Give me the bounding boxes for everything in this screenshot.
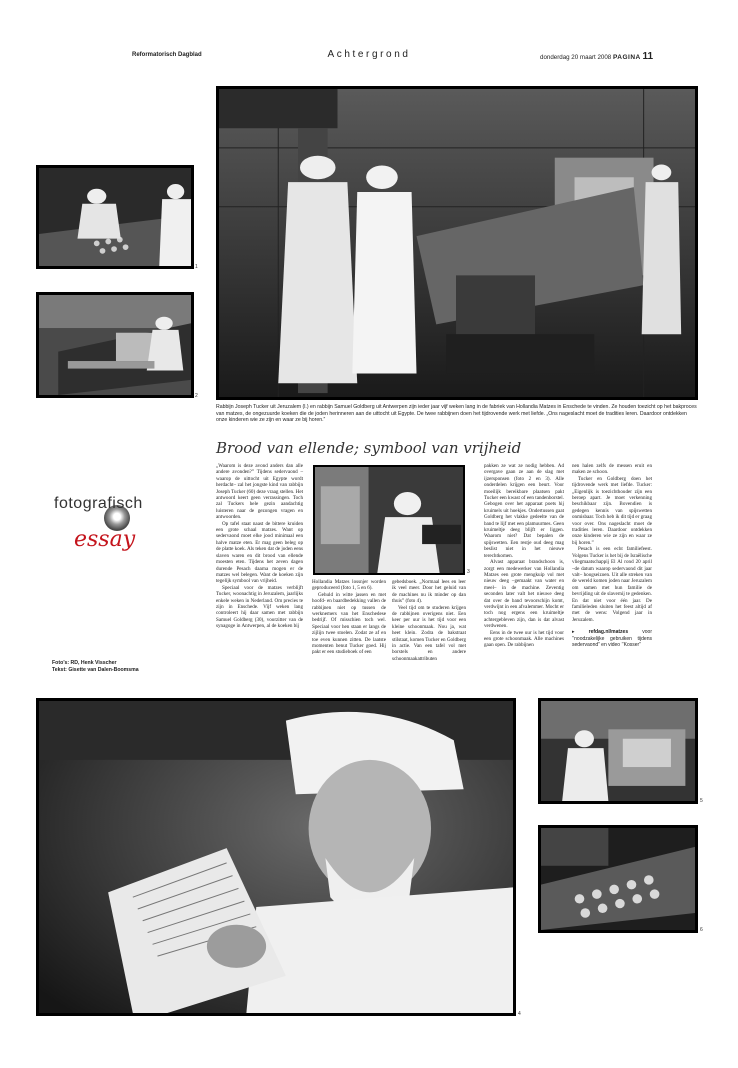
newspaper-name: Reformatorisch Dagblad <box>132 52 202 58</box>
paragraph: Veel tijd om te studeren krijgen de rabbijnen overigens niet. Een keer per uur is het tijd voor een kleine schoonmaak. Nou ja, wat heet klein. Zodra de bakstraat stilstaat, komen Tucker en Goldberg in actie. Van een tafel vol met borstels en andere schoonmaakattributen <box>392 604 466 662</box>
paragraph: Hollandia Matzes lossnjer worden geproduceerd (foto 1, 5 en 6). <box>312 579 386 592</box>
page-label: PAGINA <box>612 54 641 61</box>
paragraph: Pesach is een echt familiefeest. Volgens Tucker is het bij de Israëlische vliegmaatschappij El Al rond 20 april –de datum waarop sedervaond dit jaar valt– hoogseizoen. Uit alle streken van de wereld komen joden naar Jeruzalem om samen met hun familie de bevrijding uit de slavernij te gedenken. En dat niet voor één jaar. De familieleden sluiten het feest altijd af met de wens: Volgend jaar in Jeruzalem. <box>572 546 652 623</box>
article-column-4 <box>484 463 564 649</box>
article-column-3 <box>392 579 466 662</box>
text-credit: Tekst: Gisette van Dalen-Boomsma <box>52 666 139 673</box>
article-column-1 <box>216 463 303 630</box>
main-photo-rabbis <box>216 86 698 400</box>
web-reference <box>572 629 652 648</box>
article-column-2 <box>312 579 386 656</box>
logo-top-text: fotografisch <box>54 495 143 512</box>
paragraph: Alvast apparaat brandschoon is, zorgt een medewerker van Hollandia Matzes een grote mengkuip vol met nieuw deeg –gemaakt van water en meel– in de machine. Zeventig seconden later valt het nieuwe deeg dat over de band tevoorschijn komt, verdwijnt in een afvalemmer. Mocht er toch nog ergens een kruimeltje achtergebleven zijn, dan is dat alvast verdwenen. <box>484 559 564 630</box>
photo-number-5: 5 <box>700 798 703 804</box>
paragraph: nen halen zelfs de messen eruit en maken ze schoon. <box>572 463 652 476</box>
paragraph: Op tafel staat naast de bittere kruiden een grote schaal matzes. Want op sedervaond moet elke jood minimaal een halve matze eten. Er mag geen beleg op de platte koek. Als teken dat de joden eens slaven waren en dit brood van ellende moesten eten. Tijdens het zeven dagen durende Pesach daarna mogen er de matzes wel belegen. Want de koeken zijn tegelijk symbool van vrijheid. <box>216 520 303 585</box>
date: donderdag 20 maart 2008 <box>540 54 612 61</box>
paragraph: Tucker en Goldberg doen het tijdrovende werk met liefde. Tucker: „Eigenlijk is toezichthouder zijn een beroep apart. Je moet verkenning beschikbaar zijn. Bovendien is gedegen kennis van spijswetten onmisbaar. Toch heb ik dit tijd er graag voor over. Ons nageslacht moet de tradities leren. Daardoor ontdekken onze kinderen wie ze zijn en waar ze bij horen.” <box>572 475 652 546</box>
photo-number-4: 4 <box>518 1011 521 1017</box>
section-title: Achtergrond <box>327 49 411 60</box>
photo-5-rabbi-at-oven <box>538 698 698 804</box>
reference-link[interactable]: refdag.nl/matzes <box>588 629 629 636</box>
paragraph: pakken ze wat ze nodig hebben. Ad overgave gaan ze aan de slag met ijzersponsen (foto 2 en 3). Alle onderdelen krijgen een beurt. Voor moeilijk bereikbare plaatsen pakt Tucker een kwast of een tandenborstel. Gebogen over het apparaat poets hij kruimels uit hoekjes. Ondertussen gaat Goldberg het vlakke gedeelte van de band te lijf met een plamuurmes. Geen kruimeltje deeg blijft er liggen. Waarom niet? Dat bepalen de spijswetten. Een restje oud deeg mag beslist niet in het nieuwe terechtkomen. <box>484 463 564 559</box>
logo-bottom-text: essay <box>74 527 136 552</box>
photo-credit: Foto’s: RD, Henk Visscher <box>52 660 117 666</box>
fotografisch-essay-logo <box>44 495 184 565</box>
reference-text: voor ’’noodzakelijke gebruiken tijdens sedervaond” en video ’’Kosser” <box>572 629 652 648</box>
photo-2-cleaning <box>36 292 194 398</box>
photo-number-1: 1 <box>195 264 198 270</box>
paragraph: Gehuld in witte jassen en met hoofd- en baardbedekking vallen de rabbijnen niet op tussen de werknemers van het Enschedese bedrijf. Of misschien toch wel. Speciaal voor hen staan er langs de zijlijn twee stoelen. Zodat ze af en toe even kunnen zitten. De laatste momenten benut Tucker goed. Hij pakt er een studieboek of een <box>312 591 386 656</box>
credits <box>52 660 192 673</box>
article-column-5 <box>572 463 652 648</box>
photo-6-matzes-conveyor <box>538 825 698 933</box>
reference-arrow-icon: ▸ <box>572 629 575 636</box>
photo-number-2: 2 <box>195 393 198 399</box>
paragraph: „Waarom is deze avond anders dan alle andere avonden?” Tijdens sedervaond –waarop de uittocht uit Egypte wordt herdacht– zal het jongste kind van rabbijn Joseph Tucker (60) deze vraag stellen. Het antwoord keert geen verrassingen. Toch zal Tuckers hele gezin aandachtig luisteren naar de gezongen vragen en antwoorden. <box>216 463 303 521</box>
page-header-date <box>540 51 653 62</box>
paragraph: gebedsboek. „Normaal lees en leer ik veel meer. Door het geluid van de machines nu ik minder op dan thuis” (foto 4). <box>392 579 466 605</box>
main-photo-caption: Rabbijn Joseph Tucker uit Jeruzalem (l.) en rabbijn Samuel Goldberg uit Antwerpen zijn ieder jaar vijf weken lang in de fabriek van Hollandia Matzes in Enschede te vinden. Ze houden toezicht op het bakproces van matzes, de ongezuurde koeken die de joden herinneren aan de uittocht uit Egypte. De twee rabbijnen doen het tijdrovende werk met liefde. „Ons nageslacht moet de tradities leren. Daardoor ontdekken onze kinderen wie ze zijn en waar ze bij horen.” <box>216 404 697 424</box>
photo-1-inspection <box>36 165 194 269</box>
paragraph: Eens in de twee uur is het tijd voor een grote schoonmaak. Alle machines gaan open. De rabbijnen <box>484 629 564 649</box>
photo-4-rabbi-reading <box>36 698 516 1016</box>
photo-number-6: 6 <box>700 927 703 933</box>
paragraph: Speciaal voor de matzes verblijft Tucker, woonachtig in Jeruzalem, jaarlijks enkele weken in Nederland. Om precies te zijn in Enschede. Vijf weken lang controleert hij daar samen met rabbijn Samuel Goldberg (30), voorzitter van de synagoge in Antwerpen, al de koeken bij <box>216 584 303 630</box>
page-number: 11 <box>642 51 654 62</box>
photo-3-rabbi-at-machine <box>313 465 465 575</box>
article-headline: Brood van ellende; symbool van vrijheid <box>216 439 522 457</box>
photo-number-3: 3 <box>467 569 470 575</box>
